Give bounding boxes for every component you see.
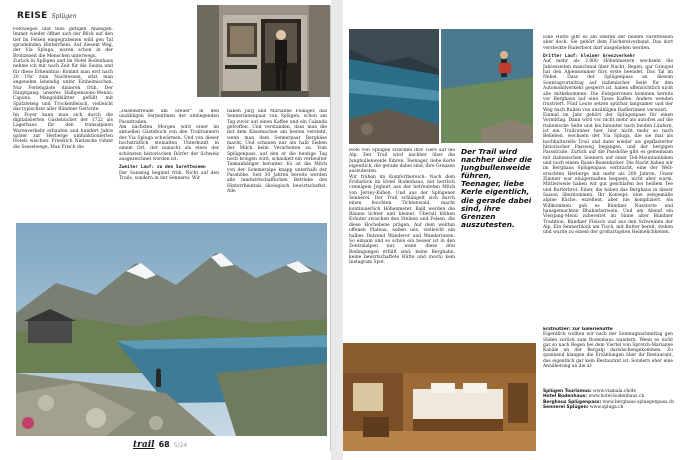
alpine-lake-photo — [349, 29, 439, 144]
contact-link[interactable]: www.viamala.ch/de — [593, 389, 637, 394]
contact-item: Berghaus Splügenpass: www.berghaus-spluegenpass.ch — [543, 399, 674, 405]
article-column-5 — [543, 35, 673, 325]
paragraph: Im Foyer kann man sich durch die digitalisierten Gästebücher der 1722 als Lagerhaus für den transalpinen Warenverkehr erbauten und hundert Jahre später zur Herberge umfunktionierten Hotels wischen. Friedrich Nietzsche rühmt die Sesselwege, Max Frisch die — [13, 112, 113, 150]
contact-link[interactable]: www.berghaus-spluegenpass.ch — [602, 399, 674, 405]
magazine-logo: trail — [133, 440, 155, 450]
left-page — [5, 5, 331, 451]
contact-item: Sennerei Splügen: www.spluga.ch — [543, 404, 624, 410]
paragraph: Eine Hütte gibt es am oberen der beiden Suretteseen aber doch. Sie gehört dem Fischereiverband. Das dort versteckte Ruderboot darf ausgeliehen werden. — [543, 35, 673, 51]
info-box-title: Erstnutzer: zur Galeriehütte — [543, 327, 613, 332]
paragraph: „Daseinsfreude am Steuer" in den unzähligen Serpentinen der umliegenden Passstraßen. — [119, 109, 219, 125]
paragraph: Der Samstag beginnt früh. Nicht auf den Trails, sondern in der Sennerei. Wir — [119, 170, 219, 182]
right-page — [343, 5, 680, 451]
paragraph: Am nächsten Morgen wird einer im aktuellen Gästebuch von den Trailrunnern der Via Spluga schwärmen. Und von dieser hochsträflich steinalten Unterkunft in einem Ort, der nunacht als eines der schönsten historischen Dörfer der Schweiz ausgezeichnet worden ist. — [119, 125, 219, 163]
paragraph: Einmal im Jahr gehört der Splügenpass für einen Vormittag. Dann wird vor nicht mehr als autofrei auf die italienische Seite und bis hinunter nach beiden Läufern, ist ein Trailrunner hier, hier nicht mehr so nach Belieben, wechseln der Via Spluga, die sie mal als hochkulturelle Trail und dann wieder als gepflasterter historischer Passweg begangen, und der bergigen Passstraße. Zurück auf die Passhöhe gibt es gemeinsam mit italienischen Sennern auf einer Teil-Mountainbiken und noch einem Rasso-Bonenkicker. Die Nacht haben wir im Berghaus Splügenpass verbracht, eine der Welt-ersichten Herberge mit mehr als 200 Jahren. Unser Zimmer war einigermaßen bequem, nicht aber warm. Mittlerweile haben wir gut geschlafen bei heißem Tee und Butterbrot. Einer, die haben das Berghaus in dieser Saison übernommen. Ihr Konzept: eine zeitgemäße alpine Küche, exzellent, aber nie kompliziert. Als Willkommen gab es Bündner Nusstorte und hausgemachten Rhabarberwein. Und am Abend ein Viergang-Menü zubereitet im Sinne alter Bündner Tradition. Bündner Fleisch und aus den Schweinen der Alp. Ein Sennerblock am Tisch, mit Butter bereit, stehen und wurde zu einem der großartigsten Heimelichkeiten. — [543, 112, 673, 236]
pull-quote: Der Trail wird nachher über die Jungbullenweide führen, Teenager, liebe Kerle eigentlich, die gerade dabei sind, ihre Grenzen auszutesten. — [461, 148, 533, 229]
paragraph: Auf mehr als 2.000 Höhenmetern wechseln die Jahreszeiten manchmal über Nacht. Regen, gar Graupel hat den Alpensommer fürs erste beendet. Das Tal im Nebel. Dass der Splügenpass an diesem Sonntagvormittag auf italienischer Seite für den Automobilverkehr gesperrt ist, haben offensichtlich nicht alle mitbekommen. Die Entsperrenen kommen bereits vor Berghaus auf eine Tasse Kaffee. Andere wenden frustriert. Fünf Leute setzen spürbar langsamer und der Weg nach Italien von unzähligen Radlerinnen verwaist. — [543, 59, 673, 113]
hotel-room-photo — [343, 343, 536, 451]
issue-number: 5/24 — [173, 442, 188, 449]
paragraph: haben Jürg und Marianne Flükiger, das Sennerinnenpaar von Splügen, schon am Tag zuvor auf einen Kaffee und ein Calanda getroffen. Und verstanden, dass man die mit dem Käsemachen am besten versteht, wenn man dem Sennerpaar Bergkäse macht. Und schauen nur am halb Sieben der Milch beim Verarbeiten zu. Vom Splügenpass, auf den er die heutige Tag noch bringen wird, schaukelt ein verbeulter Tankanhänger herunter. Es ist die Milch von der Sommeralpe knapp unterhalb der Passhöhe. Seit 30 Jahren bereits werden alle landwirtschaftlichen Betriebe des Hinterrheintals ökologisch bewirtschaftet. Alle — [227, 109, 327, 195]
paragraph: Zurück in Splügen und im Hotel Bodenhaus nehme ich mir noch Zeit für die Sauna und für diese Erkenntnis: Kommt man erst nach 20 Uhr zum Nachtessen, sitzt man angenehm lebendig unter Einheimischen. Nur Feriengäste dinieren früh. Der Hauptgang: unseres Halbpensions-Menüs: Capuns. Mangoldblätter gefüllt mit Spätzleteig und Trockenfleisch, vielleicht das typischste aller Bündner Gerichte. — [13, 59, 113, 113]
page-number: 68 — [158, 440, 170, 449]
contact-link[interactable]: www.spluga.ch — [589, 404, 624, 410]
paragraph: Fotowegen und teils giftigen Anzeigen. Immer wieder öffnet sich der Blick auf den tief im Felsen eingegrabenen wild gen Tal sprudelnden Hinterrhein. Auf diesem Weg, der Via Spluga, waren schon in der Bronzezeit die Menschen unterwegs. — [13, 27, 113, 59]
contact-item: Splügen Tourismus: www.viamala.ch/de — [543, 389, 637, 394]
contact-list — [543, 389, 675, 419]
article-column-3 — [227, 109, 327, 221]
paragraph: Höfe von Splügen schicken ihre Tiere auf die Alp. Der Trail wird nachher über die Jungbullenweide führen, Teenager, liebe Kerle eigentlich, die gerade dabei sind, ihre Grenzen auszutesten. — [349, 148, 455, 175]
mountain-lake-photo — [16, 223, 327, 436]
subheading: Zweiter Lauf: zu den Suretteseen — [119, 165, 206, 171]
page-footer — [133, 440, 187, 450]
shop-doorway-photo — [197, 5, 331, 97]
subheading: Dritter Lauf: kleiner Grenzverkehr — [543, 54, 636, 60]
article-column-1 — [13, 27, 113, 221]
article-column-4 — [349, 148, 455, 348]
contact-item: Hotel Bodenhaus: www.hotel-bodenhaus.ch — [543, 394, 645, 400]
info-box — [543, 327, 673, 382]
contact-link[interactable]: www.hotel-bodenhaus.ch — [588, 394, 645, 400]
trail-runner-photo — [441, 29, 533, 143]
section-title: REISE — [17, 11, 48, 21]
page-gutter — [331, 0, 343, 460]
section-header — [17, 11, 77, 21]
article-column-2 — [119, 109, 219, 221]
info-box-text: Eigentlich wollten wir nach der Sonntagnachmittag gen Süden zurück zum Bodenhaus wandern. Wenn es nicht gar so nach Regen bei dem Viertel von Sprotch-Marianne Kanäle an der Bergalp dazwischengekommen. Zu spannend klangen die Erzählungen über ihr Restaurant, das eigentlich gar kein Restaurant ist. Sondern eher eine Annäherung an die al- — [543, 332, 673, 370]
paragraph: Wir frühen im Komfortbereich: Nach dem Frühstück im Hotel Bodenhaus, mit herrlich cremigem Joghurt aus der betreuteten Milch von Jersey-Kühen. Und aus der Splügener Sennerei. Der Trail schlängelt sich durch einen feuchten Tichtenwald, macht kontinuierlich Höhenmeter. Bald werden die Bäume lichter und kleiner. Überall blühen Kräuter zwischen den Steinen und Felsen, die diese Hochebene prägen. Auf dem weithin offenen Plateau, neben uns, vielleicht ein halbes Dutzend Wanderer und Wanderinnen. So einsam und so schön ein besser ist in den Zentralalpen nur, wenn diese drei Bedingungen erfüllt sind: keine Bergbahn, keine bewirtschaftete Hütte und (noch) kein Instagram Spot. — [349, 174, 455, 266]
section-keyword: Splügen — [51, 13, 77, 20]
